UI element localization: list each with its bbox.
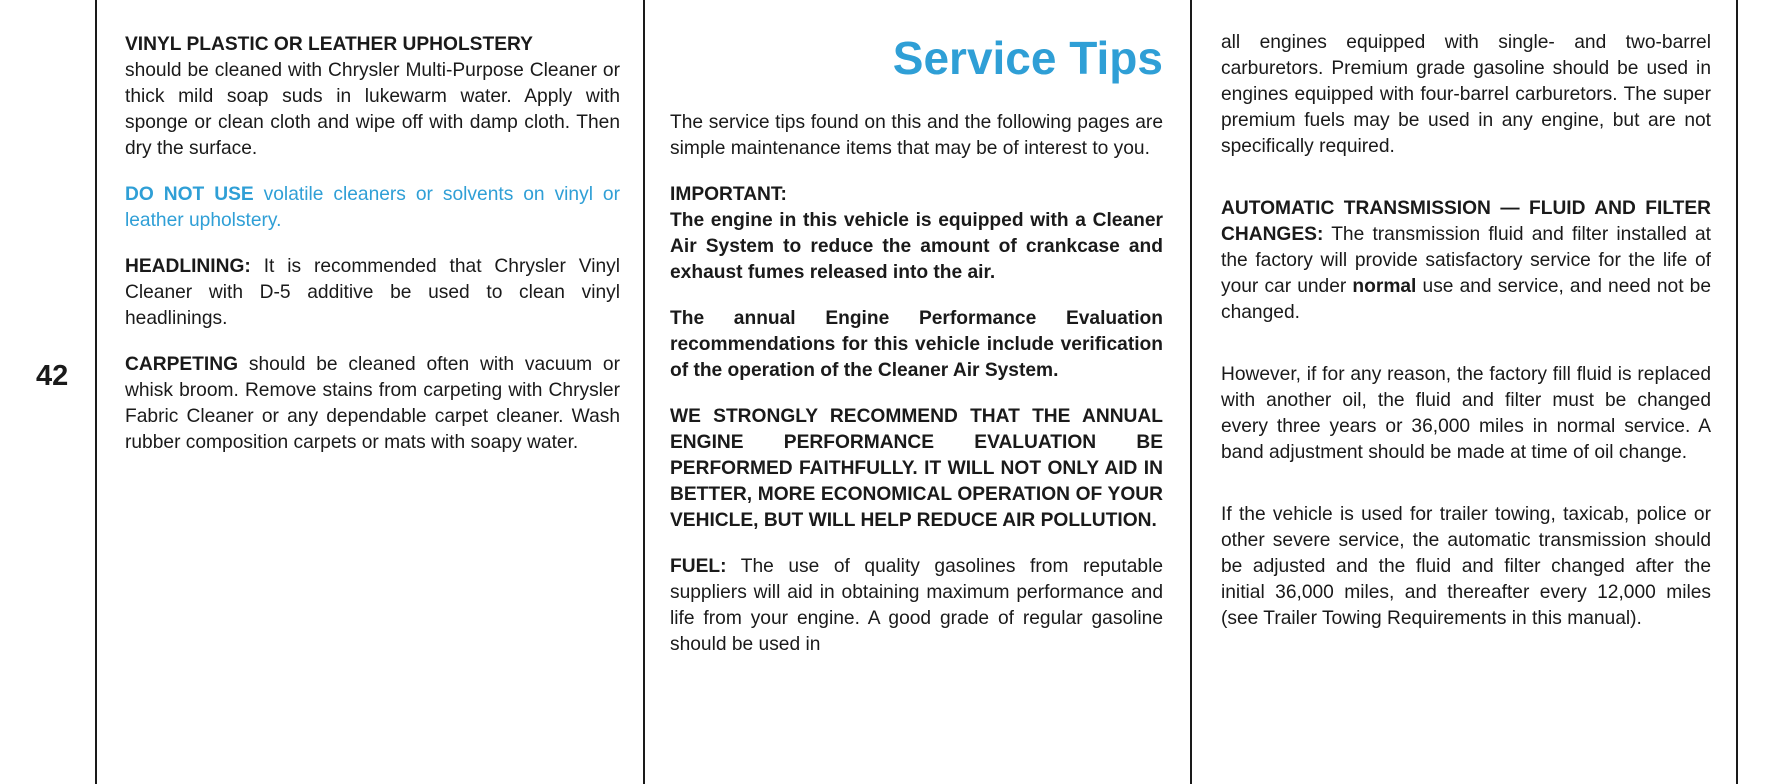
paragraph-upholstery [125, 32, 620, 162]
important-text: The engine in this vehicle is equipped with a Cleaner Air System to reduce the amount of crankcase and exhaust fumes released into the air. [670, 210, 1163, 283]
paragraph-carpeting [125, 352, 620, 456]
paragraph-fluid-change: However, if for any reason, the factory fill fluid is replaced with another oil, the fluid and filter must be changed every three years or 36,000 miles in normal service. A band adjustment should be made at time of oil change. [1221, 364, 1711, 463]
paragraph-fuel-continued: all engines equipped with single- and two-barrel carburetors. Premium grade gasoline should be used in engines equipped with four-barrel carburetors. The super premium fuels may be used in any engine, but are not specifically required. [1221, 32, 1711, 157]
paragraph-severe-service: If the vehicle is used for trailer towing, taxicab, police or other severe service, the automatic transmission should be adjusted and the fluid and filter changed after the initial 36,000 miles, and thereafter every 12,000 miles (see Trailer Towing Requirements in this manual). [1221, 504, 1711, 629]
paragraph-important [670, 182, 1163, 286]
section-title: Service Tips [892, 32, 1163, 84]
column-divider-1 [643, 0, 645, 784]
headlining-lead: HEADLINING: [125, 256, 251, 277]
transmission-text-b: use and service, and need not be changed. [1221, 276, 1711, 323]
column-middle [670, 28, 1163, 678]
paragraph-fuel [670, 554, 1163, 658]
paragraph-transmission [1221, 196, 1711, 326]
important-label: IMPORTANT: [670, 184, 787, 205]
fuel-lead: FUEL: [670, 556, 727, 577]
transmission-heading: AUTOMATIC TRANSMISSION — FLUID AND FILTER CHANGES: [1221, 198, 1711, 245]
headlining-text: It is recommended that Chrysler Vinyl Cleaner with D-5 additive be used to clean vinyl headlinings. [125, 256, 620, 329]
paragraph-intro: The service tips found on this and the following pages are simple maintenance items that may be of interest to you. [670, 112, 1163, 159]
transmission-normal: normal [1352, 276, 1417, 297]
column-left [125, 32, 620, 476]
upholstery-text: should be cleaned with Chrysler Multi-Purpose Cleaner or thick mild soap suds in lukewarm water. Apply with sponge or clean cloth and wipe off with damp cloth. Then dry the surface. [125, 60, 620, 159]
carpeting-text: should be cleaned often with vacuum or whisk broom. Remove stains from carpeting with Chrysler Fabric Cleaner or any dependable carpet cleaner. Wash rubber composition carpets or mats with soapy water. [125, 354, 620, 453]
column-right [1221, 30, 1711, 652]
paragraph-do-not-use [125, 182, 620, 234]
transmission-text-a: The transmission fluid and filter installed at the factory will provide satisfactory service for the life of your car under [1221, 224, 1712, 297]
paragraph-annual-evaluation: The annual Engine Performance Evaluation recommendations for this vehicle include verification of the operation of the Cleaner Air System. [670, 308, 1163, 381]
do-not-use-text: volatile cleaners or solvents on vinyl or leather upholstery. [125, 184, 620, 231]
carpeting-lead: CARPETING [125, 354, 238, 375]
column-divider-2 [1190, 0, 1192, 784]
fuel-text: The use of quality gasolines from reputable suppliers will aid in obtaining maximum performance and life from your engine. A good grade of regular gasoline should be used in [670, 556, 1164, 655]
do-not-use-lead: DO NOT USE [125, 184, 254, 205]
left-margin-rule [95, 0, 97, 784]
page-number: 42 [36, 360, 69, 392]
paragraph-headlining [125, 254, 620, 332]
upholstery-heading: VINYL PLASTIC OR LEATHER UPHOLSTERY [125, 34, 533, 55]
right-margin-rule [1736, 0, 1738, 784]
paragraph-strong-recommendation: WE STRONGLY RECOMMEND THAT THE ANNUAL ENGINE PERFORMANCE EVALUATION BE PERFORMED FAITHFULLY. IT WILL NOT ONLY AID IN BETTER, MORE ECONOMICAL OPERATION OF YOUR VEHICLE, BUT WILL HELP REDUCE AIR POLLUTION. [670, 406, 1163, 531]
